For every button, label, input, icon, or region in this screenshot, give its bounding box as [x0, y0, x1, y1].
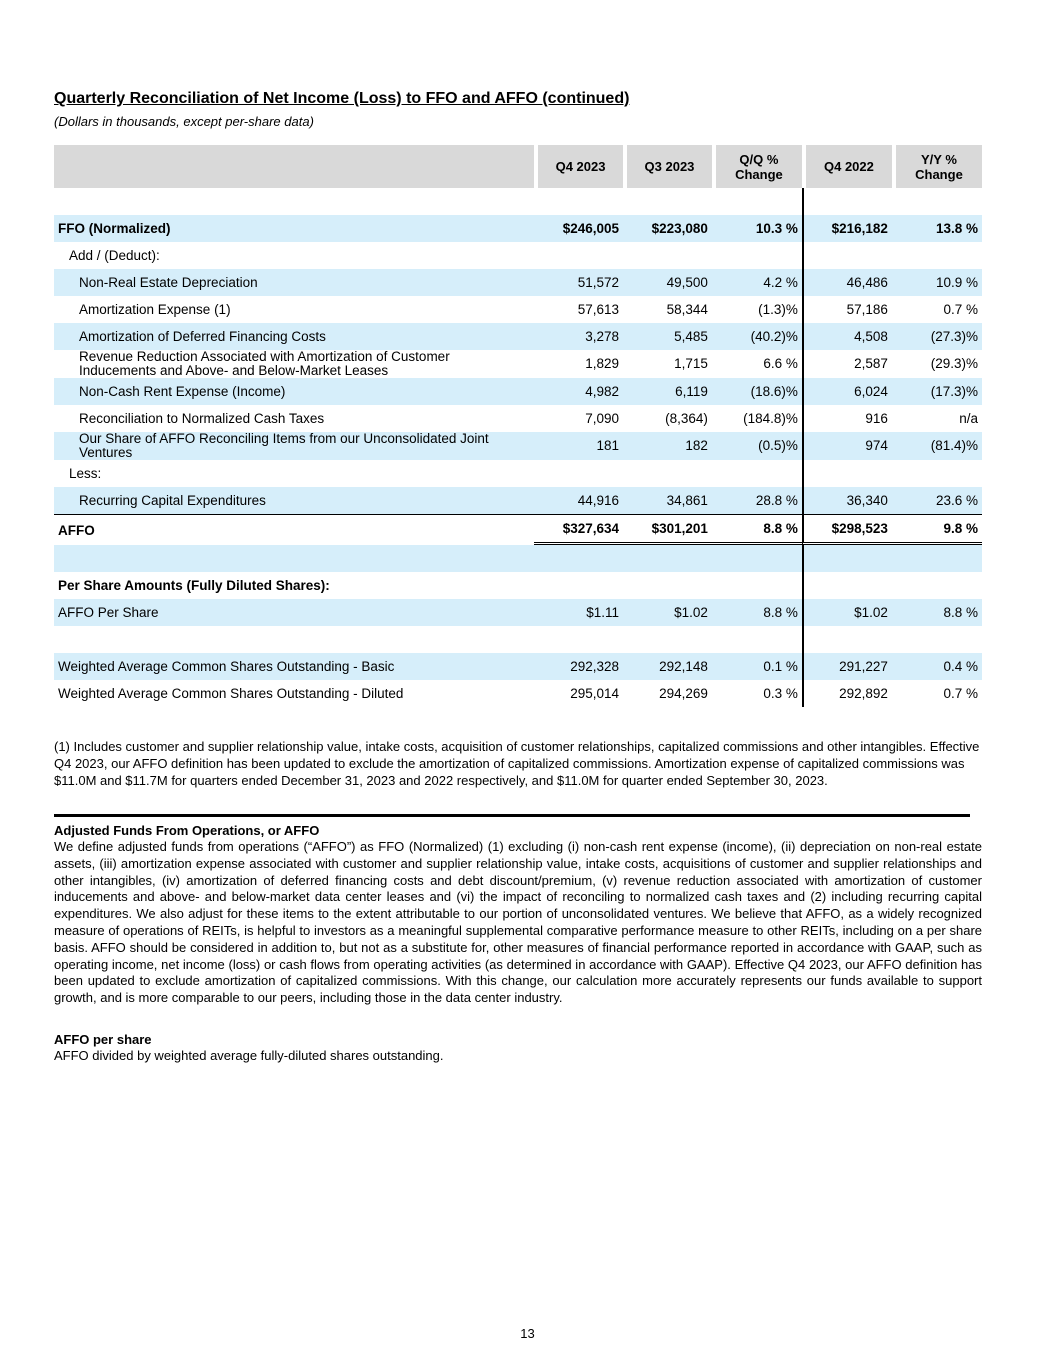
- cell-q4-2023: 181: [534, 432, 623, 460]
- page-subtitle: (Dollars in thousands, except per-share data): [54, 114, 314, 129]
- cell-qq-change: 10.3 %: [712, 215, 802, 242]
- cell-q4-2023: 7,090: [585, 411, 619, 426]
- table-row-affo-per-share: [54, 599, 982, 626]
- cell-q4-2023: 51,572: [534, 269, 623, 296]
- cell-q4-2023: 3,278: [534, 323, 623, 350]
- row-label: Non-Cash Rent Expense (Income): [54, 378, 534, 405]
- cell-yy-change: (27.3)%: [892, 323, 982, 350]
- section-divider: [54, 814, 970, 817]
- cell-q4-2022: 916: [802, 405, 892, 432]
- page-title: Quarterly Reconciliation of Net Income (Loss) to FFO and AFFO (continued): [54, 90, 630, 107]
- cell-q4-2022: $1.02: [802, 599, 892, 626]
- cell-q4-2022: 4,508: [802, 323, 892, 350]
- cell-q4-2023: $246,005: [534, 215, 623, 242]
- cell-yy-change: (17.3)%: [892, 378, 982, 405]
- row-label: Our Share of AFFO Reconciling Items from our Unconsolidated Joint Ventures: [54, 432, 534, 460]
- row-label: FFO (Normalized): [54, 215, 534, 242]
- table-header-row: [54, 143, 982, 188]
- cell-q4-2022: 36,340: [802, 487, 892, 514]
- cell-yy-change: 0.7 %: [943, 686, 978, 701]
- cell-qq-change: 28.8 %: [712, 487, 802, 514]
- table-row-ffo: [54, 215, 982, 242]
- row-label: Per Share Amounts (Fully Diluted Shares):: [58, 578, 330, 593]
- table-row-add-deduct: [54, 242, 982, 269]
- table-row-amortization-expense: [54, 296, 982, 323]
- row-label: Less:: [69, 466, 102, 481]
- table-row-deferred-financing: [54, 323, 982, 350]
- table-row-revenue-reduction: [54, 350, 982, 378]
- cell-q3-2023: $301,201: [623, 514, 712, 545]
- cell-yy-change: 10.9 %: [892, 269, 982, 296]
- cell-q3-2023: $223,080: [623, 215, 712, 242]
- cell-yy-change: 9.8 %: [892, 514, 982, 545]
- header-label-cell: [54, 143, 534, 188]
- cell-q4-2022: 6,024: [802, 378, 892, 405]
- table-row-per-share-heading: [54, 572, 982, 599]
- cell-q4-2022: 292,892: [802, 680, 892, 707]
- table-row-non-real-estate-depreciation: [54, 269, 982, 296]
- cell-yy-change: 0.7 %: [943, 302, 978, 317]
- cell-yy-change: (29.3)%: [930, 356, 978, 371]
- cell-qq-change: (18.6)%: [712, 378, 802, 405]
- table-row-shares-basic: [54, 653, 982, 680]
- cell-qq-change: 8.8 %: [712, 599, 802, 626]
- cell-q3-2023: 1,715: [674, 356, 708, 371]
- row-label: Recurring Capital Expenditures: [54, 487, 534, 514]
- table-row-shares-diluted: [54, 680, 982, 707]
- table-row-joint-ventures: [54, 432, 982, 460]
- affo-reconciliation-table: [54, 143, 982, 707]
- cell-yy-change: (81.4)%: [892, 432, 982, 460]
- cell-yy-change: 23.6 %: [892, 487, 982, 514]
- cell-q3-2023: 6,119: [623, 378, 712, 405]
- cell-q4-2023: 4,982: [534, 378, 623, 405]
- row-label: Non-Real Estate Depreciation: [54, 269, 534, 296]
- row-label: Weighted Average Common Shares Outstanding - Basic: [54, 653, 534, 680]
- cell-q4-2022: 974: [802, 432, 892, 460]
- cell-yy-change: n/a: [959, 411, 978, 426]
- cell-q4-2022: 57,186: [802, 296, 892, 323]
- table-row-affo: [54, 514, 982, 545]
- cell-yy-change: 13.8 %: [892, 215, 982, 242]
- cell-q3-2023: 5,485: [623, 323, 712, 350]
- cell-q4-2023: 292,328: [534, 653, 623, 680]
- cell-q4-2023: 295,014: [570, 686, 619, 701]
- cell-q4-2022: 46,486: [802, 269, 892, 296]
- cell-q4-2023: $1.11: [534, 599, 623, 626]
- row-label: Revenue Reduction Associated with Amortization of Customer Inducements and Above- and Below-Market Leases: [79, 349, 450, 378]
- header-qq-change: Q/Q % Change: [712, 143, 802, 188]
- affo-section-body: We define adjusted funds from operations (“AFFO”) as FFO (Normalized) (1) excluding (i) non-cash rent expense (income), (ii) depreciation on non-real estate assets, (iii) amortization expense associated with customer and supplier relationship value, intake costs, acquisitions of customer and supplier relationships and other intangibles, (iv) amortization of deferred financing costs and debt discount/premium, (v) revenue reduction associated with amortization of customer inducements and above- and below-market data center leases and (vi) the impact of reconciling to normalized cash taxes and (2) including recurring capital expenditures. We also adjust for these items to the extent attributable to our portion of unconsolidated ventures. We believe that AFFO, as a widely recognized measure of operations of REITs, is helpful to investors as a meaningful supplemental comparative performance measure to other REITs, including on a per share basis. AFFO should be considered in addition to, but not as a substitute for, other measures of financial performance reported in accordance with GAAP, such as operating income, net income (loss) or cash flows from operating activities (as determined in accordance with GAAP). Effective Q4 2023, our AFFO definition has been updated to exclude amortization of capitalized commissions. With this change, our calculation more accurately represents our funds available to support growth, and is more comparable to our peers, including those in the data center industry.: [54, 839, 982, 1006]
- spacer-row: [54, 545, 982, 572]
- page-number: 13: [520, 1326, 535, 1341]
- cell-q3-2023: (8,364): [665, 411, 708, 426]
- affo-per-share-title: AFFO per share: [54, 1032, 152, 1047]
- table-row-less: [54, 460, 982, 487]
- table-row-recurring-capex: [54, 487, 982, 514]
- cell-q3-2023: 58,344: [666, 302, 708, 317]
- cell-q4-2023: 57,613: [577, 302, 619, 317]
- cell-q3-2023: 34,861: [623, 487, 712, 514]
- row-label: Reconciliation to Normalized Cash Taxes: [79, 411, 325, 426]
- header-yy-change: Y/Y % Change: [892, 143, 982, 188]
- row-label: Add / (Deduct):: [69, 248, 160, 263]
- table-row-non-cash-rent: [54, 378, 982, 405]
- cell-q4-2022: 2,587: [802, 350, 892, 378]
- cell-q4-2022: $298,523: [802, 514, 892, 545]
- spacer-row: [54, 626, 982, 653]
- cell-q3-2023: 294,269: [659, 686, 708, 701]
- cell-q4-2023: $327,634: [534, 514, 623, 545]
- cell-q4-2022: $216,182: [802, 215, 892, 242]
- cell-yy-change: 0.4 %: [892, 653, 982, 680]
- cell-q3-2023: 182: [623, 432, 712, 460]
- cell-qq-change: (40.2)%: [712, 323, 802, 350]
- cell-qq-change: (1.3)%: [758, 302, 798, 317]
- cell-qq-change: (0.5)%: [712, 432, 802, 460]
- cell-q4-2022: 291,227: [802, 653, 892, 680]
- spacer-row: [54, 188, 982, 215]
- cell-q3-2023: $1.02: [623, 599, 712, 626]
- row-label: AFFO Per Share: [54, 599, 534, 626]
- header-q4-2022: Q4 2022: [802, 143, 892, 188]
- cell-qq-change: 0.1 %: [712, 653, 802, 680]
- cell-qq-change: 4.2 %: [712, 269, 802, 296]
- cell-qq-change: 8.8 %: [712, 514, 802, 545]
- cell-q3-2023: 292,148: [623, 653, 712, 680]
- header-q4-2023: Q4 2023: [534, 143, 623, 188]
- affo-per-share-body: AFFO divided by weighted average fully-diluted shares outstanding.: [54, 1048, 444, 1063]
- table-footnote: (1) Includes customer and supplier relationship value, intake costs, acquisition of customer relationships, capitalized commissions and other intangibles. Effective Q4 2023, our AFFO definition has been updated to exclude the amortization of capitalized commissions. Amortization expense of capitalized commissions was $11.0M and $11.7M for quarters ended December 31, 2023 and 2022 respectively, and $11.0M for quarter ended September 30, 2023.: [54, 739, 980, 788]
- header-q3-2023: Q3 2023: [623, 143, 712, 188]
- cell-qq-change: 0.3 %: [763, 686, 798, 701]
- cell-q4-2023: 1,829: [585, 356, 619, 371]
- cell-qq-change: 6.6 %: [763, 356, 798, 371]
- cell-yy-change: 8.8 %: [892, 599, 982, 626]
- row-label: Amortization of Deferred Financing Costs: [54, 323, 534, 350]
- table-row-cash-taxes: [54, 405, 982, 432]
- row-label: Amortization Expense (1): [79, 302, 231, 317]
- affo-section-title: Adjusted Funds From Operations, or AFFO: [54, 823, 320, 838]
- cell-qq-change: (184.8)%: [743, 411, 798, 426]
- cell-q4-2023: 44,916: [534, 487, 623, 514]
- cell-q3-2023: 49,500: [623, 269, 712, 296]
- row-label: Weighted Average Common Shares Outstanding - Diluted: [58, 686, 404, 701]
- row-label: AFFO: [54, 514, 534, 545]
